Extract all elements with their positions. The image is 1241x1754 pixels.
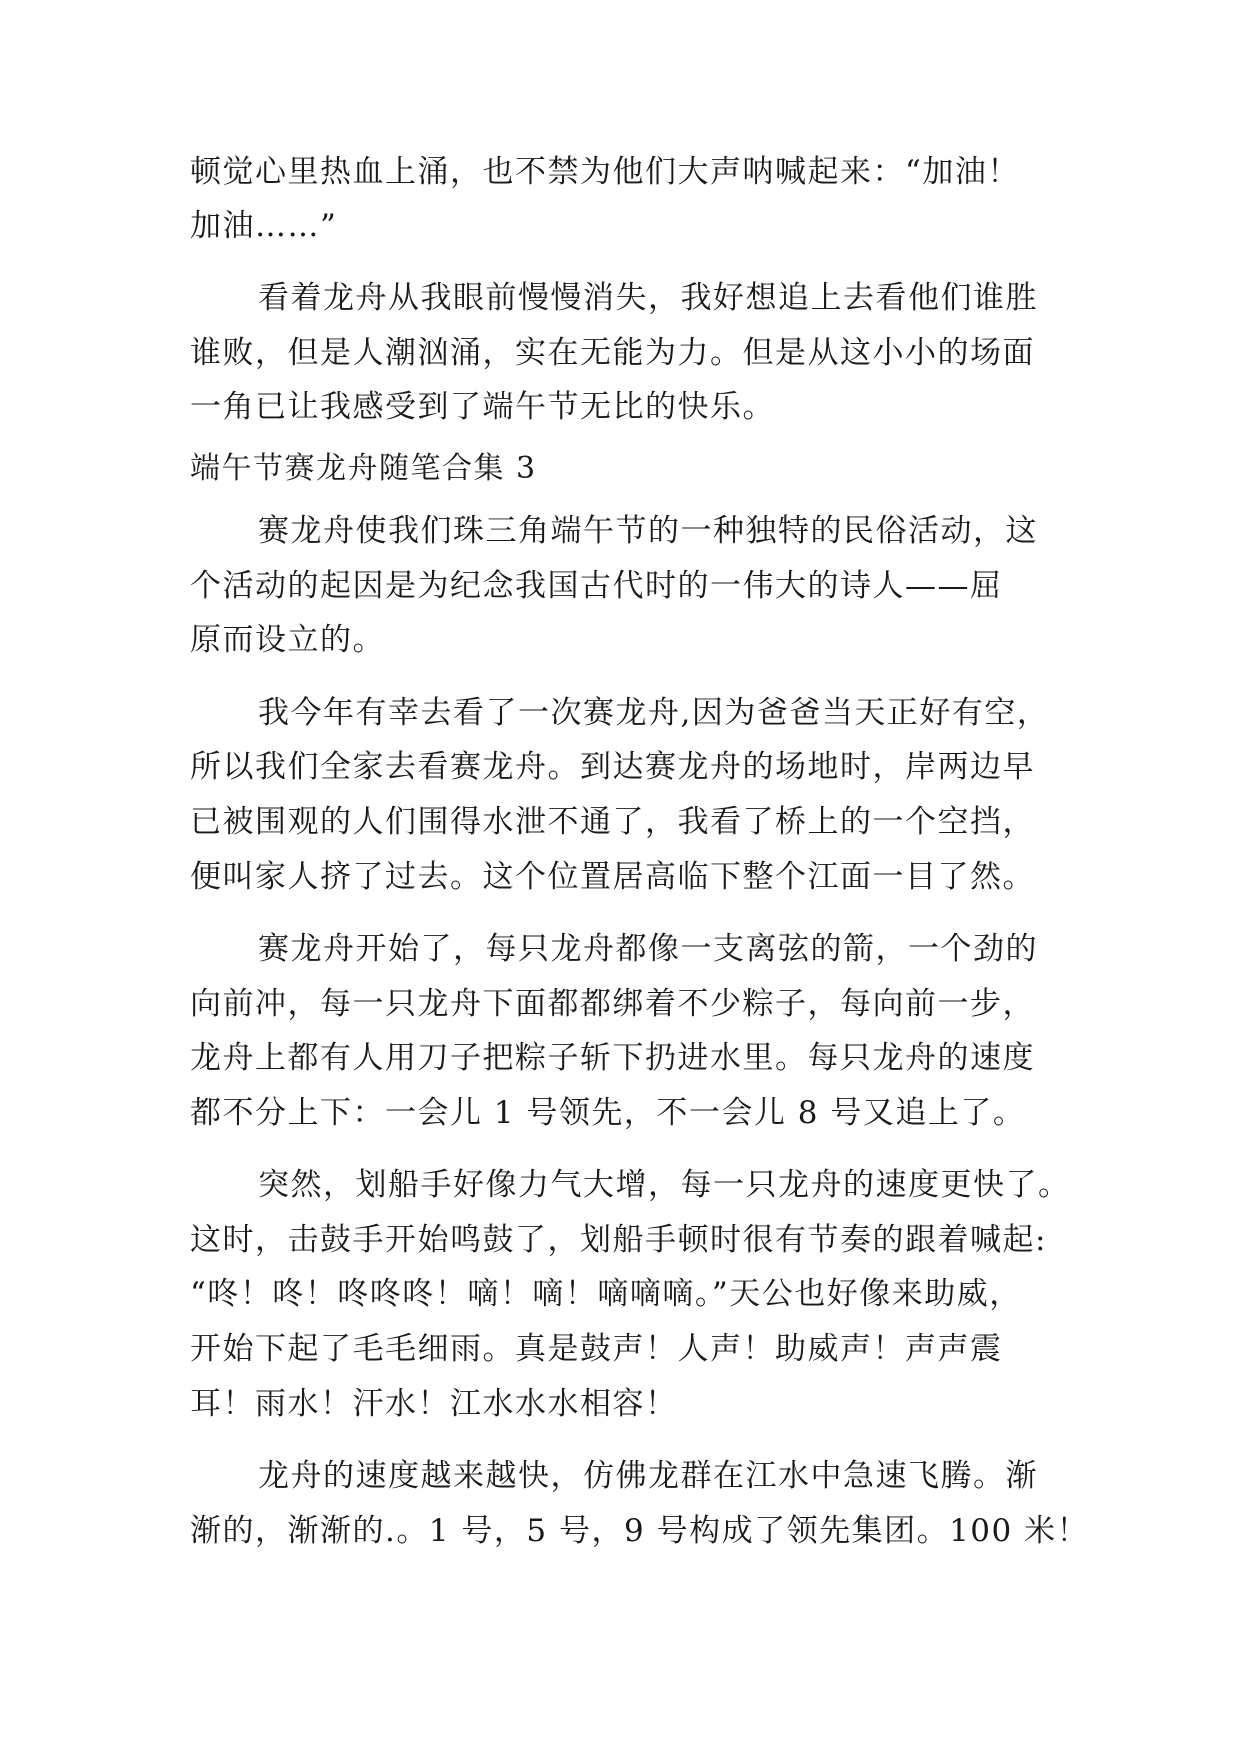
text-line: 原而设立的。 (190, 622, 385, 658)
text-line: 所以我们全家去看赛龙舟。到达赛龙舟的场地时，岸两边早 (190, 749, 1035, 785)
text-line: 向前冲，每一只龙舟下面都都绑着不少粽子，每向前一步， (190, 986, 1035, 1022)
text-line: 个活动的起因是为纪念我国古代时的一伟大的诗人——屈 (190, 568, 1003, 604)
text-line: 这时，击鼓手开始鸣鼓了，划船手顿时很有节奏的跟着喊起: (190, 1222, 1047, 1258)
text-line: 龙舟上都有人用刀子把粽子斩下扔进水里。每只龙舟的速度 (190, 1040, 1035, 1076)
paragraph-first-line: 龙舟的速度越来越快，仿佛龙群在江水中急速飞腾。渐 (258, 1458, 1038, 1494)
text-line: 耳！雨水！汗水！江水水水相容！ (190, 1386, 678, 1422)
text-line: 已被围观的人们围得水泄不通了，我看了桥上的一个空挡， (190, 804, 1035, 840)
section-heading: 端午节赛龙舟随笔合集 3 (190, 451, 537, 486)
text-line: 开始下起了毛毛细雨。真是鼓声！人声！助威声！声声震 (190, 1331, 1003, 1367)
text-line: 便叫家人挤了过去。这个位置居高临下整个江面一目了然。 (190, 859, 1035, 895)
paragraph-first-line: 看着龙舟从我眼前慢慢消失，我好想追上去看他们谁胜 (258, 280, 1038, 316)
paragraph-first-line: 突然，划船手好像力气大增，每一只龙舟的速度更快了。 (258, 1167, 1071, 1203)
paragraph-first-line: 我今年有幸去看了一次赛龙舟,因为爸爸当天正好有空， (258, 695, 1050, 731)
text-line: 都不分上下：一会儿 1 号领先，不一会儿 8 号又追上了。 (190, 1095, 1026, 1131)
text-line: 顿觉心里热血上涌，也不禁为他们大声呐喊起来：“加油！ (190, 154, 1020, 190)
text-line: 一角已让我感受到了端午节无比的快乐。 (190, 389, 775, 425)
paragraph-first-line: 赛龙舟开始了，每只龙舟都像一支离弦的箭，一个劲的 (258, 931, 1038, 967)
text-line: 谁败，但是人潮汹涌，实在无能为力。但是从这小小的场面 (190, 335, 1035, 371)
paragraph-first-line: 赛龙舟使我们珠三角端午节的一种独特的民俗活动，这 (258, 513, 1038, 549)
text-line: 加油……” (190, 208, 338, 244)
text-line: 渐的，渐渐的.。1 号，5 号，9 号构成了领先集团。100 米！ (190, 1513, 1090, 1549)
text-line: “咚！咚！咚咚咚！嘀！嘀！嘀嘀嘀。”天公也好像来助威， (190, 1276, 1022, 1312)
